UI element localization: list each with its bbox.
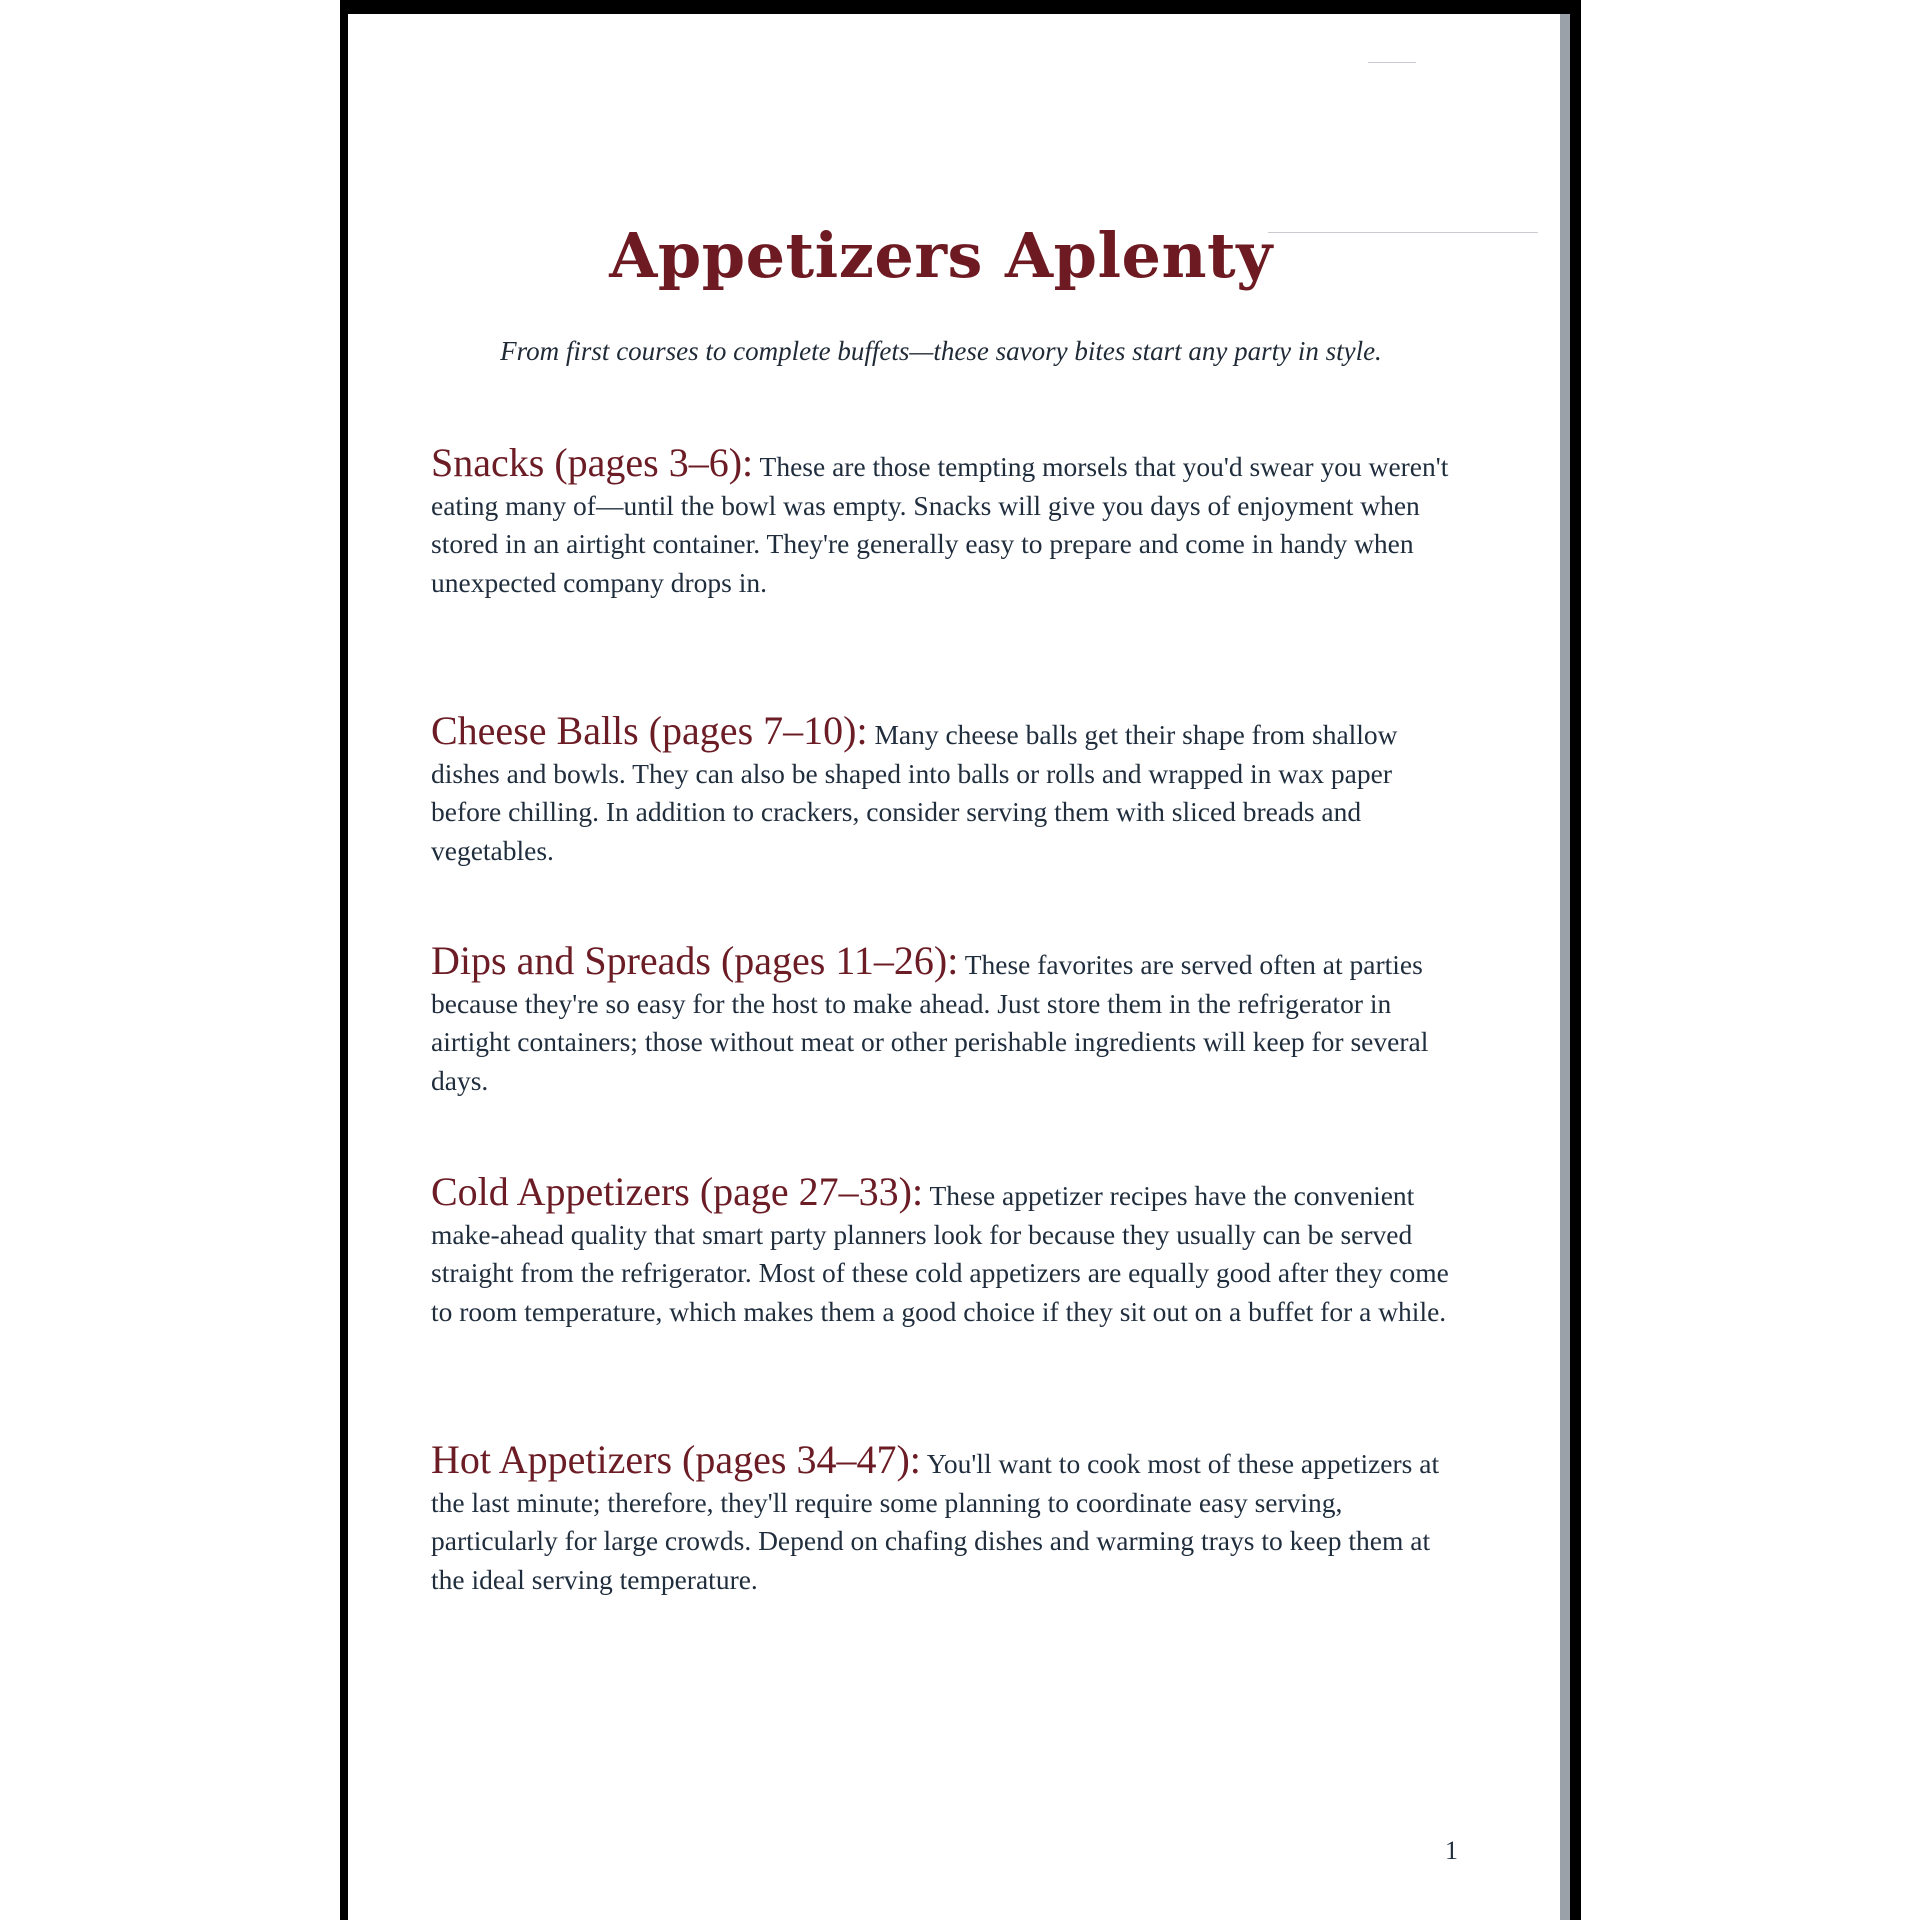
section-heading: Snacks (pages 3–6): — [431, 440, 754, 485]
section-heading: Cheese Balls (pages 7–10): — [431, 708, 868, 753]
section-body: You'll want to cook most of these appetizers at the last minute; therefore, they'll require some planning to coordinate easy serving, particularly for large crowds. Depend on chafing dishes and warming trays to keep them at the ideal serving temperature. — [431, 1448, 1440, 1595]
section-snacks — [431, 440, 1451, 602]
section-heading: Hot Appetizers (pages 34–47): — [431, 1437, 921, 1482]
section-dips-and-spreads — [431, 938, 1451, 1100]
section-body: These favorites are served often at parties because they're so easy for the host to make ahead. Just store them in the refrigerator in airtight containers; those without meat or other perishable ingredients will keep for several days. — [431, 949, 1429, 1096]
section-cheese-balls — [431, 708, 1451, 870]
page-number: 1 — [1445, 1836, 1458, 1865]
page-sheet — [348, 14, 1570, 1920]
scanned-page-frame — [340, 0, 1581, 1920]
page-subtitle: From first courses to complete buffets—these savory bites start any party in style. — [500, 336, 1382, 366]
section-body: Many cheese balls get their shape from shallow dishes and bowls. They can also be shaped into balls or rolls and wrapped in wax paper before chilling. In addition to crackers, consider serving them with sliced breads and vegetables. — [431, 719, 1398, 866]
section-hot-appetizers — [431, 1437, 1451, 1599]
section-heading: Dips and Spreads (pages 11–26): — [431, 938, 959, 983]
section-cold-appetizers — [431, 1169, 1451, 1331]
section-body: These are those tempting morsels that you'd swear you weren't eating many of—until the bowl was empty. Snacks will give you days of enjoyment when stored in an airtight container. They're generally easy to prepare and come in handy when unexpected company drops in. — [431, 451, 1449, 598]
page-title: Appetizers Aplenty — [609, 219, 1273, 292]
section-body: These appetizer recipes have the convenient make-ahead quality that smart party planners look for because they usually can be served straight from the refrigerator. Most of these cold appetizers are equally good after they come to room temperature, which makes them a good choice if they sit out on a buffet for a while. — [431, 1180, 1449, 1327]
fold-mark — [1368, 62, 1416, 63]
section-heading: Cold Appetizers (page 27–33): — [431, 1169, 924, 1214]
